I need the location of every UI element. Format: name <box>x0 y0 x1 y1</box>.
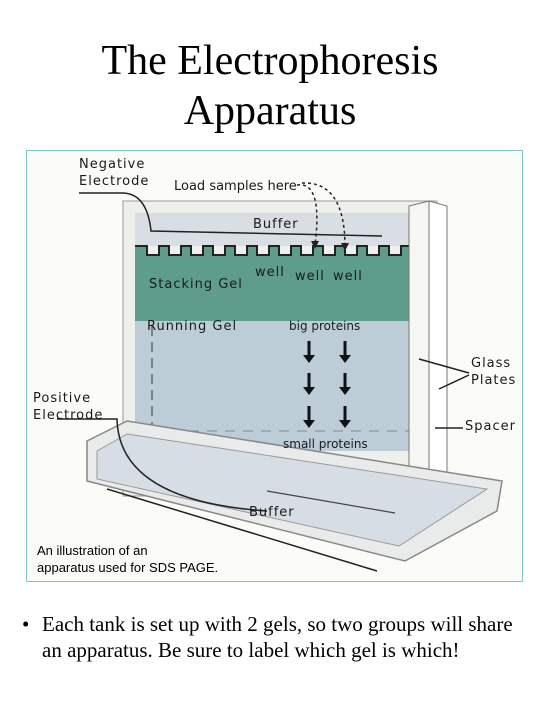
label-glass: Glass <box>471 356 512 371</box>
label-big-proteins: big proteins <box>289 319 361 333</box>
bullet-symbol: • <box>22 612 30 636</box>
label-well-2: well <box>295 269 325 284</box>
caption-line-2: apparatus used for SDS PAGE. <box>37 560 219 575</box>
front-glass-plate <box>429 201 447 496</box>
label-buffer-top: Buffer <box>253 217 299 232</box>
label-running-gel: Running Gel <box>147 319 238 334</box>
label-positive: Positive <box>33 391 92 406</box>
label-positive-electrode: Electrode <box>33 408 104 423</box>
page-title-line-2: Apparatus <box>183 88 357 134</box>
label-negative-electrode: Electrode <box>79 174 150 189</box>
spacer-strip <box>409 201 429 496</box>
label-plates: Plates <box>471 373 517 388</box>
label-small-proteins: small proteins <box>283 437 368 451</box>
caption-line-1: An illustration of an <box>37 543 148 558</box>
label-well-3: well <box>333 269 363 284</box>
page-title-line-1: The Electrophoresis <box>101 38 439 84</box>
bullet-text: Each tank is set up with 2 gels, so two groups will share an apparatus. Be sure to label which gel is which! <box>42 612 513 662</box>
label-stacking-gel: Stacking Gel <box>149 277 243 292</box>
electrophoresis-diagram <box>26 150 523 582</box>
label-load-samples: Load samples here <box>174 179 297 194</box>
label-spacer: Spacer <box>465 419 516 434</box>
label-negative: Negative <box>79 157 146 172</box>
label-well-1: well <box>255 265 285 280</box>
bullet-point <box>22 611 522 663</box>
label-buffer-bottom: Buffer <box>249 505 295 520</box>
